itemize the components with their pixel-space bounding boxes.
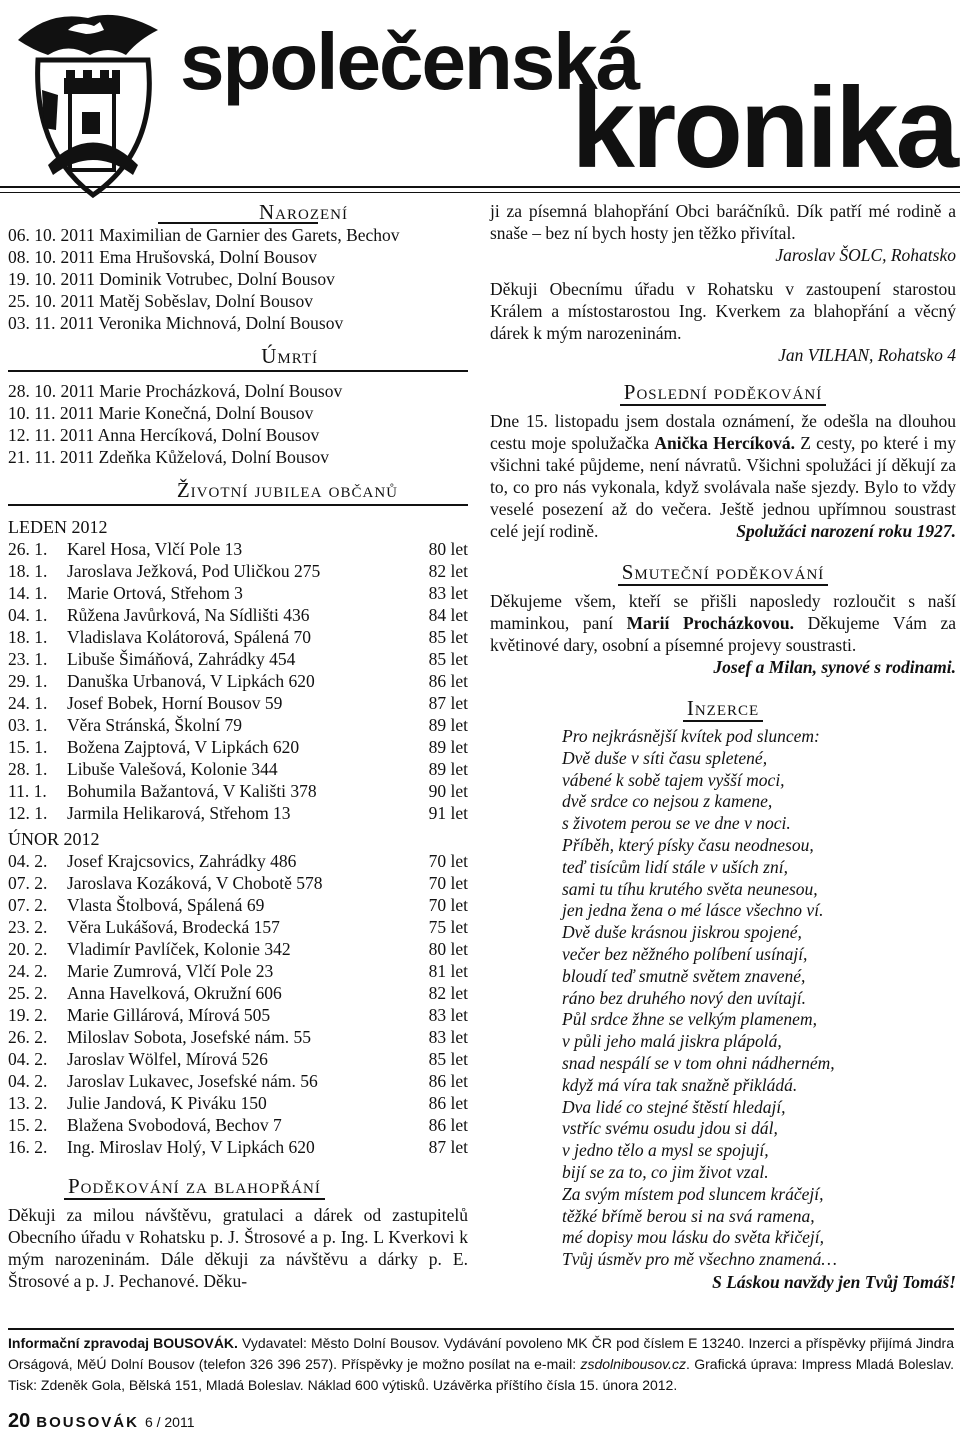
row-age: 70 let bbox=[428, 851, 468, 871]
row-date: 18. 1. bbox=[8, 627, 48, 647]
row-date: 16. 2. bbox=[8, 1137, 48, 1157]
signature: Spolužáci narození roku 1927. bbox=[736, 521, 956, 541]
row-age: 89 let bbox=[428, 715, 468, 735]
poem-line: s životem perou se ve dne v noci. bbox=[562, 813, 791, 834]
text-part: Děkujeme Vám za květinové dary, osobní a písemné projevy soustrasti. bbox=[490, 613, 957, 655]
footer-text: Vydavatel: Město Dolní Bousov. Vydávání povoleno MK ČR pod číslem E 13240. Inzerci a příspěvky přijímá Jindra Orságová, MěÚ Dolní Bousov (telefon 326 396 257). Příspěvky je možno posílat na e-mail: bbox=[8, 1335, 955, 1372]
row-age: 86 let bbox=[428, 1093, 468, 1113]
page-title-line2: kronika bbox=[571, 65, 956, 192]
table-row bbox=[8, 780, 468, 802]
row-age: 83 let bbox=[428, 1027, 468, 1047]
umrti-list bbox=[8, 380, 468, 468]
row-name: Růžena Javůrková, Na Sídlišti 436 bbox=[67, 605, 310, 625]
podekovani-text-left: Děkuji za milou návštěvu, gratulaci a dárek od zastupitelů Obecního úřadu v Rohatsku p. J. Štrosové a p. Ing. L Kverkovi k mým narozeninám. Dále děkuji za návštěvu a dárky p. E. Štrosové a p. J. Pechanové. Děku- bbox=[8, 1205, 468, 1291]
row-name: Marie Gillárová, Mírová 505 bbox=[67, 1005, 271, 1025]
row-name: Marie Zumrová, Vlčí Pole 23 bbox=[67, 961, 274, 981]
table-row bbox=[8, 938, 468, 960]
row-age: 82 let bbox=[428, 561, 468, 581]
row-date: 15. 1. bbox=[8, 737, 48, 757]
row-name: Bohumila Bažantová, V Kališti 378 bbox=[67, 781, 317, 801]
table-row bbox=[8, 582, 468, 604]
row-name: Jarmila Helikarová, Střehom 13 bbox=[67, 803, 291, 823]
jubilea-list-unor bbox=[8, 850, 468, 1158]
poem-line: ráno bez druhého nový den uvítají. bbox=[562, 987, 806, 1008]
row-age: 87 let bbox=[428, 1137, 468, 1157]
row-name: Vlasta Štolbová, Spálená 69 bbox=[67, 895, 265, 915]
row-date: 04. 2. bbox=[8, 1071, 48, 1091]
row-date: 24. 1. bbox=[8, 693, 48, 713]
month-heading: LEDEN 2012 bbox=[8, 517, 108, 537]
row-name: Karel Hosa, Vlčí Pole 13 bbox=[67, 539, 243, 559]
row-name: Věra Stránská, Školní 79 bbox=[67, 715, 242, 735]
table-row bbox=[8, 802, 468, 824]
row-name: Julie Jandová, K Piváku 150 bbox=[67, 1093, 267, 1113]
list-item: 12. 11. 2011 Anna Hercíková, Dolní Bousov bbox=[8, 425, 320, 445]
poem bbox=[562, 726, 956, 1271]
list-item: 21. 11. 2011 Zdeňka Kůželová, Dolní Bousov bbox=[8, 447, 329, 467]
row-name: Marie Ortová, Střehom 3 bbox=[67, 583, 243, 603]
row-name: Božena Zajptová, V Lipkách 620 bbox=[67, 737, 300, 757]
heading-text: Poslední poděkování bbox=[620, 380, 826, 406]
header-divider-thin bbox=[0, 192, 960, 193]
table-row bbox=[8, 670, 468, 692]
table-row bbox=[8, 1092, 468, 1114]
poem-line: snad nespálí se v tom ohni nádherném, bbox=[562, 1052, 835, 1073]
row-date: 15. 2. bbox=[8, 1115, 48, 1135]
poem-line: Dvě duše v síti času spletené, bbox=[562, 747, 768, 768]
row-age: 83 let bbox=[428, 583, 468, 603]
table-row bbox=[8, 560, 468, 582]
jubilea-list-leden bbox=[8, 538, 468, 824]
row-date: 12. 1. bbox=[8, 803, 48, 823]
poem-line: bijí se za to, co jim život vzal. bbox=[562, 1161, 769, 1182]
page-title-line1: společenská bbox=[180, 17, 639, 106]
table-row bbox=[8, 692, 468, 714]
poem-line: večer bez něžného políbení usínají, bbox=[562, 943, 808, 964]
row-age: 86 let bbox=[428, 1071, 468, 1091]
section-heading-narozeni: Narození bbox=[259, 200, 348, 224]
section-heading-inzerce bbox=[490, 696, 956, 722]
row-date: 26. 2. bbox=[8, 1027, 48, 1047]
row-date: 13. 2. bbox=[8, 1093, 48, 1113]
table-row bbox=[8, 1026, 468, 1048]
town-crest-logo bbox=[8, 0, 183, 200]
row-date: 26. 1. bbox=[8, 539, 48, 559]
row-date: 29. 1. bbox=[8, 671, 48, 691]
table-row bbox=[8, 714, 468, 736]
table-row bbox=[8, 1048, 468, 1070]
row-date: 11. 1. bbox=[8, 781, 47, 801]
left-column bbox=[8, 200, 468, 1292]
narozeni-list bbox=[8, 224, 468, 334]
podekovani-text-right: ji za písemná blahopřání Obci baráčníků. Dík patří mé rodině a snaše – bez ní bych hosty jen těžko přivítal. bbox=[490, 201, 956, 243]
page-num: 20 bbox=[8, 1410, 31, 1432]
row-name: Ing. Miroslav Holý, V Lipkách 620 bbox=[67, 1137, 315, 1157]
row-date: 04. 2. bbox=[8, 851, 48, 871]
row-name: Jaroslava Kozáková, V Chobotě 578 bbox=[67, 873, 323, 893]
header-divider bbox=[0, 186, 960, 188]
table-row bbox=[8, 1114, 468, 1136]
row-date: 23. 2. bbox=[8, 917, 48, 937]
list-item: 19. 10. 2011 Dominik Votrubec, Dolní Bousov bbox=[8, 269, 335, 289]
table-row bbox=[8, 960, 468, 982]
row-age: 85 let bbox=[428, 1049, 468, 1069]
smutecni-text bbox=[490, 590, 956, 656]
list-item: 06. 10. 2011 Maximilian de Garnier des Garets, Bechov bbox=[8, 225, 400, 245]
list-item: 10. 11. 2011 Marie Konečná, Dolní Bousov bbox=[8, 403, 314, 423]
month-heading: ÚNOR 2012 bbox=[8, 829, 100, 849]
row-age: 87 let bbox=[428, 693, 468, 713]
row-name: Miloslav Sobota, Josefské nám. 55 bbox=[67, 1027, 312, 1047]
table-row bbox=[8, 736, 468, 758]
table-row bbox=[8, 604, 468, 626]
row-name: Vladimír Pavlíček, Kolonie 342 bbox=[67, 939, 291, 959]
list-item: 25. 10. 2011 Matěj Soběslav, Dolní Bousov bbox=[8, 291, 313, 311]
poem-line: když má víra tak snažně přikládá. bbox=[562, 1074, 798, 1095]
table-row bbox=[8, 538, 468, 560]
row-date: 23. 1. bbox=[8, 649, 48, 669]
row-date: 04. 1. bbox=[8, 605, 48, 625]
table-row bbox=[8, 648, 468, 670]
section-heading-smutecni bbox=[490, 560, 956, 586]
table-row bbox=[8, 1136, 468, 1158]
row-name: Blažena Svobodová, Bechov 7 bbox=[67, 1115, 282, 1135]
imprint-footer bbox=[8, 1328, 954, 1396]
table-row bbox=[8, 872, 468, 894]
poem-line: Za svým místem pod sluncem kráčejí, bbox=[562, 1183, 824, 1204]
row-age: 85 let bbox=[428, 649, 468, 669]
signature: S Láskou navždy jen Tvůj Tomáš! bbox=[712, 1271, 956, 1292]
signature: Jan VILHAN, Rohatsko 4 bbox=[778, 345, 956, 365]
section-heading-posledni bbox=[490, 380, 956, 406]
row-name: Jaroslava Ježková, Pod Uličkou 275 bbox=[67, 561, 321, 581]
poem-line: jen jedna žena o mé lásce všechno ví. bbox=[562, 900, 824, 921]
poem-line: mé dopisy mou lásku do světa křičejí, bbox=[562, 1227, 824, 1248]
row-age: 90 let bbox=[428, 781, 468, 801]
table-row bbox=[8, 626, 468, 648]
signature: Josef a Milan, synové s rodinami. bbox=[713, 657, 956, 677]
table-row bbox=[8, 894, 468, 916]
table-row bbox=[8, 916, 468, 938]
list-item: 28. 10. 2011 Marie Procházková, Dolní Bousov bbox=[8, 381, 343, 401]
row-name: Věra Lukášová, Brodecká 157 bbox=[67, 917, 280, 937]
section-heading-podekovani-blahoprani: Poděkování za blahopřání bbox=[64, 1174, 325, 1200]
bold-name: Marií Procházkovou. bbox=[626, 613, 794, 633]
row-date: 20. 2. bbox=[8, 939, 48, 959]
list-item: 03. 11. 2011 Veronika Michnová, Dolní Bousov bbox=[8, 313, 344, 333]
row-age: 89 let bbox=[428, 759, 468, 779]
poem-line: Příběh, který písky času neodnesou, bbox=[562, 834, 814, 855]
row-age: 86 let bbox=[428, 671, 468, 691]
bold-name: Anička Hercíková. bbox=[654, 433, 795, 453]
section-heading-jubilea: Životní jubilea občanů bbox=[8, 478, 468, 506]
poem-line: dvě srdce co nejsou z kamene, bbox=[562, 791, 773, 812]
poem-line: Tvůj úsměv pro mě všechno znamená… bbox=[562, 1249, 837, 1270]
poem-line: teď tisícům lidí stále v uších zní, bbox=[562, 856, 788, 877]
row-age: 91 let bbox=[428, 803, 468, 823]
row-age: 86 let bbox=[428, 1115, 468, 1135]
table-row bbox=[8, 850, 468, 872]
heading-text: Smuteční poděkování bbox=[618, 560, 829, 586]
poem-line: bloudí teď smutně světem znavené, bbox=[562, 965, 806, 986]
list-item: 08. 10. 2011 Ema Hrušovská, Dolní Bousov bbox=[8, 247, 317, 267]
row-name: Josef Bobek, Horní Bousov 59 bbox=[67, 693, 283, 713]
right-column bbox=[490, 200, 956, 1293]
row-age: 80 let bbox=[428, 939, 468, 959]
row-age: 70 let bbox=[428, 873, 468, 893]
signature: Jaroslav ŠOLC, Rohatsko bbox=[775, 245, 956, 265]
issue-number: 6 / 2011 bbox=[144, 1414, 195, 1430]
row-date: 07. 2. bbox=[8, 895, 48, 915]
row-date: 18. 1. bbox=[8, 561, 48, 581]
table-row bbox=[8, 1004, 468, 1026]
poem-line: těžké břímě berou si na svá ramena, bbox=[562, 1205, 815, 1226]
row-age: 85 let bbox=[428, 627, 468, 647]
row-age: 83 let bbox=[428, 1005, 468, 1025]
row-name: Vladislava Kolátorová, Spálená 70 bbox=[67, 627, 311, 647]
row-age: 89 let bbox=[428, 737, 468, 757]
poem-line: v jedno tělo a mysl se spojují, bbox=[562, 1140, 769, 1161]
row-age: 81 let bbox=[428, 961, 468, 981]
poem-line: Pro nejkrásnější kvítek pod sluncem: bbox=[562, 726, 820, 746]
text-part: Z cesty, po které i my všichni také půjdeme, není návratů. Všichni spolužáci jí děkují za to, co pro nás vykonala, když svolávala naše sjezdy. Bylo to vždy veselé posezení až do večera. Ještě jednou upřímnou soustrast celé její rodině. bbox=[490, 433, 956, 541]
row-age: 80 let bbox=[428, 539, 468, 559]
row-age: 70 let bbox=[428, 895, 468, 915]
row-name: Libuše Šimáňová, Zahrádky 454 bbox=[67, 649, 296, 669]
row-name: Danuška Urbanová, V Lipkách 620 bbox=[67, 671, 315, 691]
row-age: 84 let bbox=[428, 605, 468, 625]
row-name: Anna Havelková, Okružní 606 bbox=[67, 983, 282, 1003]
row-age: 82 let bbox=[428, 983, 468, 1003]
row-date: 25. 2. bbox=[8, 983, 48, 1003]
poem-line: vstříc svému osudu jdou si dál, bbox=[562, 1118, 778, 1139]
row-age: 75 let bbox=[428, 917, 468, 937]
magazine-name: BOUSOVÁK bbox=[36, 1414, 139, 1431]
footer-bold: Informační zpravodaj BOUSOVÁK. bbox=[8, 1335, 238, 1351]
poem-line: Dva lidé co stejné štěstí hledají, bbox=[562, 1096, 786, 1117]
podekovani-text-2: Děkuji Obecnímu úřadu v Rohatsku v zastoupení starostou Králem a místostarostou Ing. Kverkem za blahopřání a věcný dárek k mým narozeninám. bbox=[490, 279, 956, 343]
heading-text: Inzerce bbox=[683, 696, 763, 722]
section-heading-umrti: Úmrtí bbox=[8, 344, 468, 372]
footer-text-2: . Grafická úprava: Impress Mladá Boleslav. Tisk: Zdeněk Gola, Bělská 151, Mladá Boleslav. Náklad 600 výtisků. Uzávěrka příštího čísla 15. února 2012. bbox=[8, 1356, 954, 1393]
poem-line: Dvě duše krásnou jiskrou spojené, bbox=[562, 922, 802, 943]
row-name: Libuše Valešová, Kolonie 344 bbox=[67, 759, 278, 779]
poem-line: sami tu tíhu krutého světa neunesou, bbox=[562, 878, 818, 899]
row-date: 04. 2. bbox=[8, 1049, 48, 1069]
table-row bbox=[8, 1070, 468, 1092]
page-number bbox=[8, 1410, 195, 1433]
row-date: 14. 1. bbox=[8, 583, 48, 603]
row-date: 19. 2. bbox=[8, 1005, 48, 1025]
row-name: Jaroslav Wölfel, Mírová 526 bbox=[67, 1049, 268, 1069]
row-name: Josef Krajcsovics, Zahrádky 486 bbox=[67, 851, 297, 871]
row-name: Jaroslav Lukavec, Josefské nám. 56 bbox=[67, 1071, 318, 1091]
row-date: 24. 2. bbox=[8, 961, 48, 981]
footer-email: zsdolnibousov.cz bbox=[580, 1356, 687, 1372]
table-row bbox=[8, 982, 468, 1004]
row-date: 28. 1. bbox=[8, 759, 48, 779]
poem-line: vábené k sobě tajem vyšší moci, bbox=[562, 769, 785, 790]
text-part: Dne 15. listopadu jsem dostala oznámení, že odešla na dlouhou cestu moje spolužačka bbox=[490, 411, 956, 453]
row-date: 07. 2. bbox=[8, 873, 48, 893]
row-date: 03. 1. bbox=[8, 715, 48, 735]
table-row bbox=[8, 758, 468, 780]
poem-line: Půl srdce žhne se velkým plamenem, bbox=[562, 1009, 817, 1030]
text-part: Děkujeme všem, kteří se přišli naposledy rozloučit s naší maminkou, paní bbox=[490, 591, 956, 633]
poem-line: v půli jeho malá jiskra plápolá, bbox=[562, 1031, 782, 1052]
